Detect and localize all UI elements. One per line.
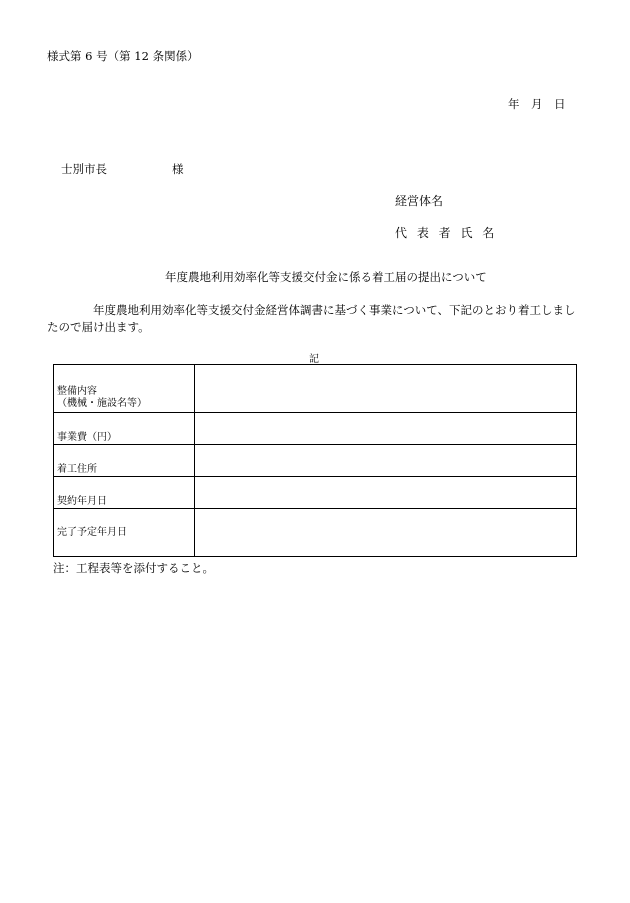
row-label-line: 整備内容 [57,386,97,397]
table-row [54,445,577,477]
row-label-construction-address: 着工住所 [54,445,195,477]
row-label-completion-date: 完了予定年月日 [54,509,195,557]
row-value-project-cost[interactable] [195,413,577,445]
row-value-completion-date[interactable] [195,509,577,557]
date-line: 年 月 日 [508,97,566,111]
table-row [54,509,577,557]
row-label-subline: （機械・施設名等） [57,398,147,409]
row-value-contract-date[interactable] [195,477,577,509]
form-number: 様式第 6 号（第 12 条関係） [47,49,199,63]
record-mark: 記 [309,354,319,365]
representative-name-label: 代 表 者 氏 名 [395,226,498,240]
addressee: 士別市長 [61,162,107,176]
row-value-equipment[interactable] [195,365,577,413]
table-row [54,413,577,445]
table-row [54,477,577,509]
row-label-project-cost: 事業費（円） [54,413,195,445]
honorific: 様 [172,162,184,176]
table-row [54,365,577,413]
row-label-equipment [54,365,195,413]
document-title: 年度農地利用効率化等支援交付金に係る着工届の提出について [165,270,487,284]
body-text: 年度農地利用効率化等支援交付金経営体調書に基づく事業について、下記のとおり着工しましたので届け出ます。 [47,303,576,334]
items-table [53,364,577,557]
row-value-construction-address[interactable] [195,445,577,477]
note: 注：工程表等を添付すること。 [53,561,214,575]
row-label-contract-date: 契約年月日 [54,477,195,509]
org-name-label: 経営体名 [395,194,444,208]
